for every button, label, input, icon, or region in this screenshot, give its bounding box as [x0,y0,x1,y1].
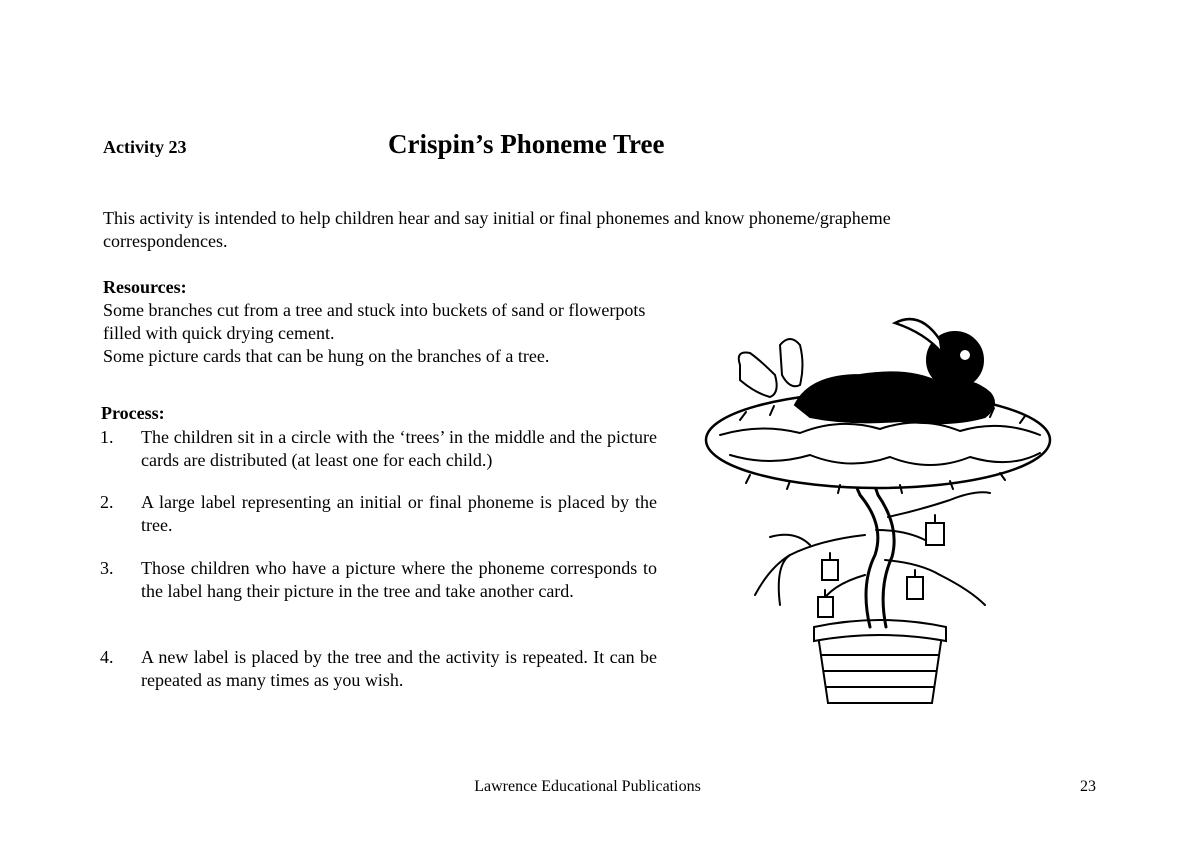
step-text: A large label representing an initial or final phoneme is placed by the tree. [141,492,657,535]
process-step [100,491,657,537]
step-text: The children sit in a circle with the ‘trees’ in the middle and the picture cards are distributed (at least one for each child.) [141,427,657,470]
intro-line-1: This activity is intended to help children hear and say initial or final phonemes and know phoneme/grapheme [103,208,891,228]
picture-card-icon [822,560,838,580]
intro-paragraph [103,207,1003,253]
step-text: A new label is placed by the tree and the activity is repeated. It can be repeated as many times as you wish. [141,647,657,690]
intro-line-2: correspondences. [103,231,228,251]
resources-line-3: Some picture cards that can be hung on the branches of a tree. [103,346,550,366]
page-title: Crispin’s Phoneme Tree [388,129,665,159]
step-number: 4. [100,647,114,667]
step-number: 3. [100,558,114,578]
process-heading: Process: [101,403,165,423]
resources-line-1: Some branches cut from a tree and stuck into buckets of sand or flowerpots [103,300,646,320]
resources-heading: Resources: [103,277,187,297]
step-number: 2. [100,492,114,512]
step-text: Those children who have a picture where the phoneme corresponds to the label hang their picture in the tree and take another card. [141,558,657,601]
process-step [100,646,657,692]
process-step [100,557,657,603]
page-number: 23 [1080,778,1096,795]
crispin-tree-illustration [700,305,1060,715]
resources-line-2: filled with quick drying cement. [103,323,335,343]
step-number: 1. [100,427,114,447]
picture-card-icon [818,597,833,617]
picture-card-icon [907,577,923,599]
activity-number: Activity 23 [103,137,187,157]
process-step [100,426,657,472]
pot-icon [818,635,942,703]
footer-publisher: Lawrence Educational Publications [474,778,701,795]
resources-list [103,299,743,368]
picture-card-icon [926,523,944,545]
